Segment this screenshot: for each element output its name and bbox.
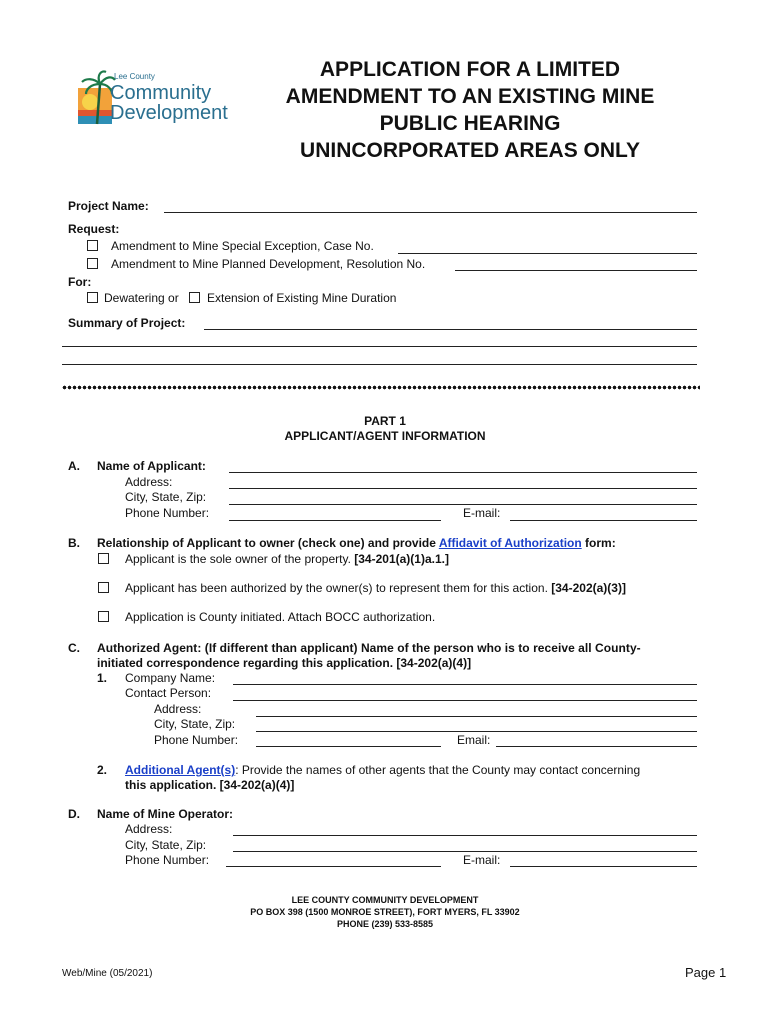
operator-city-label: City, State, Zip:	[125, 838, 207, 852]
section-d-letter: D.	[68, 807, 80, 821]
agent-item1-number: 1.	[97, 671, 108, 685]
additional-agents-link[interactable]: Additional Agent(s)	[125, 763, 236, 777]
request-label: Request:	[68, 222, 120, 236]
summary-label: Summary of Project:	[68, 316, 186, 330]
authorized-checkbox[interactable]	[98, 582, 109, 593]
agent-address-field[interactable]	[256, 716, 697, 717]
applicant-phone-label: Phone Number:	[125, 506, 210, 520]
additional-agents-text: : Provide the names of other agents that the County may contact concerning	[235, 763, 641, 777]
authorized-ref: [34-202(a)(3)]	[551, 581, 626, 595]
applicant-email-label: E-mail:	[463, 506, 501, 520]
company-name-field[interactable]	[233, 684, 697, 685]
sole-owner-label	[125, 552, 449, 566]
applicant-address-label: Address:	[125, 475, 173, 489]
case-number-field[interactable]	[398, 253, 697, 254]
operator-address-field[interactable]	[233, 835, 697, 836]
request-option2-label: Amendment to Mine Planned Development, Resolution No.	[111, 257, 426, 271]
applicant-name-field[interactable]	[229, 472, 697, 473]
page-number: Page 1	[685, 965, 727, 980]
agent-item2-number: 2.	[97, 763, 108, 777]
community-development-logo	[74, 68, 234, 128]
agent-address-label: Address:	[154, 702, 202, 716]
logo-line2: Development	[110, 102, 228, 124]
operator-phone-label: Phone Number:	[125, 853, 210, 867]
agent-email-label: Email:	[457, 733, 491, 747]
agent-phone-field[interactable]	[256, 746, 441, 747]
extension-label: Extension of Existing Mine Duration	[207, 291, 397, 305]
applicant-email-field[interactable]	[510, 520, 697, 521]
footer-org: LEE COUNTY COMMUNITY DEVELOPMENT	[291, 895, 479, 905]
title-line-4: UNINCORPORATED AREAS ONLY	[300, 139, 640, 162]
section-a-letter: A.	[68, 459, 80, 473]
footer-phone: PHONE (239) 533-8585	[336, 919, 434, 929]
project-name-field[interactable]	[164, 212, 697, 213]
agent-email-field[interactable]	[496, 746, 697, 747]
applicant-address-field[interactable]	[229, 488, 697, 489]
request-option1-label: Amendment to Mine Special Exception, Case No.	[111, 239, 374, 253]
operator-phone-field[interactable]	[226, 866, 441, 867]
footer-address: PO BOX 398 (1500 MONROE STREET), FORT MYERS, FL 33902	[250, 907, 520, 917]
relationship-label	[97, 536, 616, 550]
form-code: Web/Mine (05/2021)	[62, 968, 153, 979]
summary-field-line1[interactable]	[204, 329, 697, 330]
authorized-agent-line1: Authorized Agent: (If different than applicant) Name of the person who is to receive all County-	[97, 641, 641, 655]
applicant-city-label: City, State, Zip:	[125, 490, 207, 504]
contact-person-field[interactable]	[233, 700, 697, 701]
part1-heading: PART 1	[364, 414, 406, 428]
agent-city-label: City, State, Zip:	[154, 717, 236, 731]
sole-owner-text: Applicant is the sole owner of the property.	[125, 552, 351, 566]
project-name-label: Project Name:	[68, 199, 149, 213]
additional-agents-line2: this application. [34-202(a)(4)]	[125, 778, 295, 792]
title-line-3: PUBLIC HEARING	[379, 112, 561, 135]
authorized-label	[125, 581, 626, 595]
title-line-1: APPLICATION FOR A LIMITED	[319, 58, 621, 81]
document-title	[255, 56, 685, 164]
title-line-2: AMENDMENT TO AN EXISTING MINE	[285, 85, 655, 108]
affidavit-link[interactable]: Affidavit of Authorization	[438, 536, 582, 550]
mine-operator-label: Name of Mine Operator:	[97, 807, 234, 821]
logo-county-text: Lee County	[114, 72, 155, 81]
applicant-name-label: Name of Applicant:	[97, 459, 206, 473]
county-initiated-label: Application is County initiated. Attach BOCC authorization.	[125, 610, 436, 624]
operator-city-field[interactable]	[233, 851, 697, 852]
dewatering-label: Dewatering or	[104, 291, 179, 305]
applicant-phone-field[interactable]	[229, 520, 441, 521]
company-name-label: Company Name:	[125, 671, 216, 685]
agent-phone-label: Phone Number:	[154, 733, 239, 747]
request-option2-checkbox[interactable]	[87, 258, 98, 269]
county-initiated-checkbox[interactable]	[98, 611, 109, 622]
authorized-agent-line2: initiated correspondence regarding this application. [34-202(a)(4)]	[97, 656, 472, 670]
authorized-text: Applicant has been authorized by the owner(s) to represent them for this action.	[125, 581, 548, 595]
operator-address-label: Address:	[125, 822, 173, 836]
relationship-label-suffix: form:	[585, 536, 616, 550]
summary-field-line3[interactable]	[62, 364, 697, 365]
applicant-city-field[interactable]	[229, 504, 697, 505]
summary-field-line2[interactable]	[62, 346, 697, 347]
resolution-number-field[interactable]	[455, 270, 697, 271]
extension-checkbox[interactable]	[189, 292, 200, 303]
operator-email-label: E-mail:	[463, 853, 501, 867]
logo-line1: Community	[110, 82, 212, 104]
request-option1-checkbox[interactable]	[87, 240, 98, 251]
additional-agents-line1	[125, 763, 640, 777]
dotted-divider	[62, 385, 700, 390]
operator-email-field[interactable]	[510, 866, 697, 867]
relationship-label-prefix: Relationship of Applicant to owner (check one) and provide	[97, 536, 436, 550]
for-label: For:	[68, 275, 92, 289]
section-b-letter: B.	[68, 536, 80, 550]
sole-owner-checkbox[interactable]	[98, 553, 109, 564]
sole-owner-ref: [34-201(a)(1)a.1.]	[354, 552, 449, 566]
dewatering-checkbox[interactable]	[87, 292, 98, 303]
agent-city-field[interactable]	[256, 731, 697, 732]
section-c-letter: C.	[68, 641, 80, 655]
contact-person-label: Contact Person:	[125, 686, 212, 700]
part1-subheading: APPLICANT/AGENT INFORMATION	[284, 429, 486, 443]
